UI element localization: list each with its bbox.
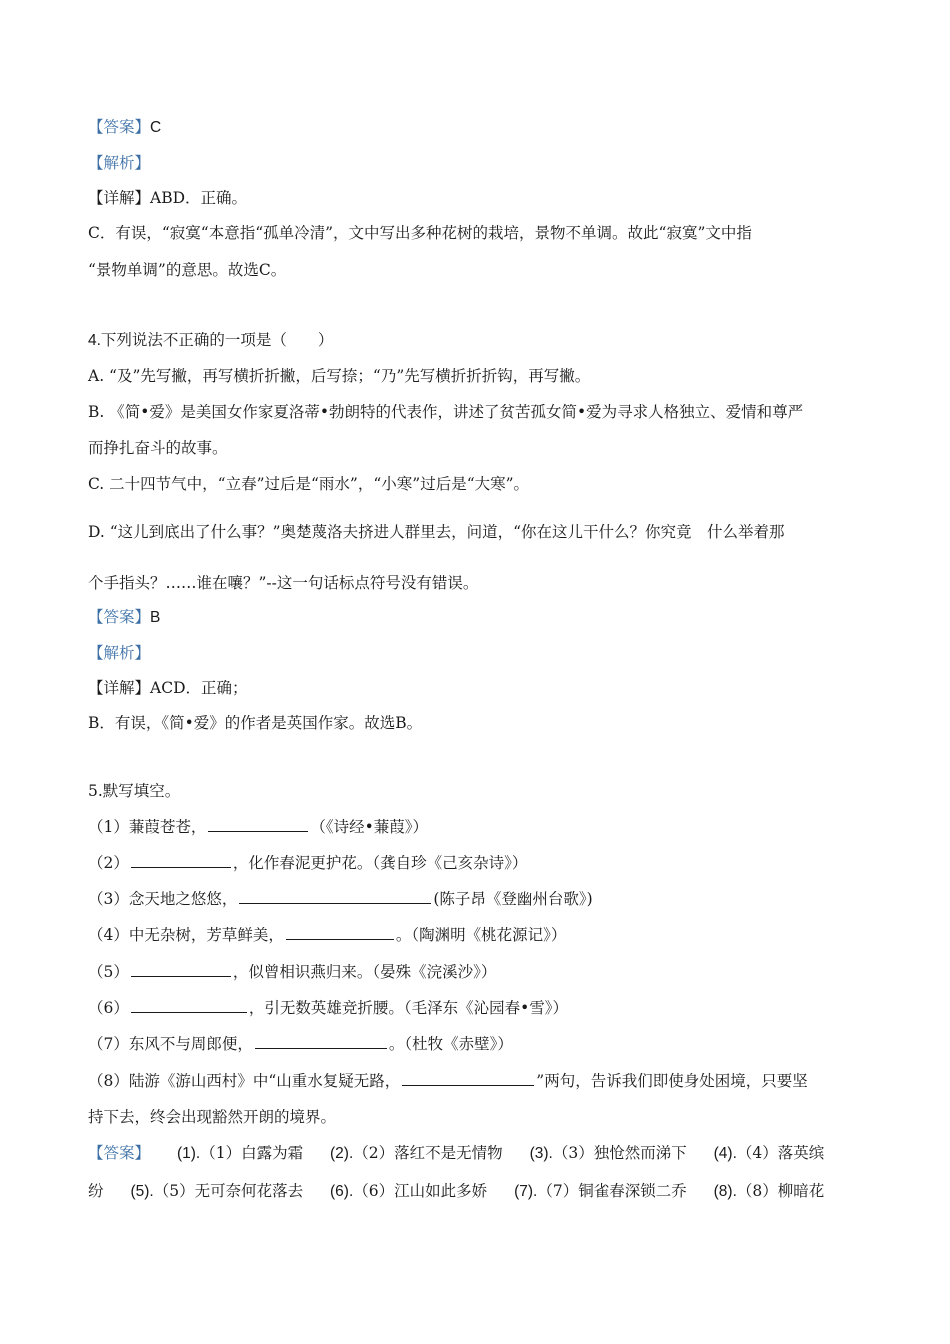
fill-blank[interactable] [286, 925, 394, 940]
q3-explanation-line-2: “景物单调”的意思。故选C。 [88, 261, 287, 279]
q5-stem: 5.默写填空。 [88, 782, 181, 800]
answer-value: B [150, 609, 161, 626]
fill-blank[interactable] [239, 889, 431, 904]
q5-item-6: （6） ，引无数英雄竞折腰。（毛泽东《沁园春•雪》） [88, 999, 569, 1017]
q4-option-d-line-2: 个手指头？……谁在嚷？”--这一句话标点符号没有错误。 [88, 574, 479, 592]
q4-option-c: C. 二十四节气中，“立春”过后是“雨水”，“小寒”过后是“大寒”。 [88, 475, 530, 493]
q5-item-8-line-1: （8）陆游《游山西村》中“山重水复疑无路， ”两句，告诉我们即使身处困境，只要坚 [88, 1072, 808, 1090]
q5-item-7: （7）东风不与周郎便， 。（杜牧《赤壁》） [88, 1035, 513, 1053]
q5-item-5: （5） ，似曾相识燕归来。（晏殊《浣溪沙》） [88, 963, 497, 981]
q4-answer-line [88, 607, 160, 628]
q5-item-8-line-2: 持下去，终会出现豁然开朗的境界。 [88, 1108, 337, 1126]
q4-option-b-line-1: B. 《简•爱》是美国女作家夏洛蒂•勃朗特的代表作，讲述了贫苦孤女简•爱为寻求人格独立、爱情和尊严 [88, 403, 804, 421]
q3-answer-line [88, 117, 161, 138]
q4-option-a: A. “及”先写撇，再写横折折撇，后写捺；“乃”先写横折折折钩，再写撇。 [88, 367, 591, 385]
q5-answer-line-2: 纷 (5).（5）无可奈何花落去 (6).（6）江山如此多娇 (7).（7）铜雀春深锁二乔 (8).（8）柳暗花 [88, 1182, 825, 1200]
q4-detail-line [88, 678, 248, 698]
fill-blank[interactable] [131, 962, 231, 977]
analysis-tag: 【解析】 [88, 154, 151, 172]
detail-tag: 【详解】 [88, 679, 151, 697]
answer-tag: 【答案】 [88, 118, 151, 136]
q4-analysis-tag [88, 643, 150, 663]
fill-blank[interactable] [255, 1034, 387, 1049]
q3-explanation-line-1: C．有误，“寂寞“本意指“孤单冷清”，文中写出多种花树的栽培，景物不单调。故此“寂寞”文中指 [88, 224, 752, 242]
detail-text: ACD．正确； [150, 679, 248, 697]
answer-tag: 【答案】 [88, 1144, 151, 1162]
q5-item-2: （2） ，化作春泥更护花。（龚自珍《己亥杂诗》） [88, 854, 528, 872]
analysis-tag: 【解析】 [88, 644, 151, 662]
answer-value: C [150, 119, 162, 136]
q4-option-d-line-1: D. “这儿到底出了什么事？”奥楚蔑洛夫挤进人群里去，问道，“你在这儿干什么？你究竟 什么举着那 [88, 523, 785, 541]
q4-explanation-line: B．有误，《简•爱》的作者是英国作家。故选B。 [88, 714, 423, 732]
q4-option-b-line-2: 而挣扎奋斗的故事。 [88, 439, 228, 457]
q5-item-3: （3）念天地之悠悠， (陈子昂《登幽州台歌》) [88, 890, 593, 908]
detail-tag: 【详解】 [88, 189, 151, 207]
detail-text: ABD．正确。 [150, 189, 248, 207]
q5-item-1: （1）蒹葭苍苍， （《诗经•蒹葭》） [88, 818, 429, 836]
answer-tag: 【答案】 [88, 608, 151, 626]
q4-stem: 4.下列说法不正确的一项是（ ） [88, 332, 334, 349]
fill-blank[interactable] [402, 1071, 534, 1086]
q5-item-4: （4）中无杂树，芳草鲜美， 。（陶渊明《桃花源记》） [88, 926, 567, 944]
fill-blank[interactable] [131, 998, 247, 1013]
q5-answer-line-1: 【答案】 (1).（1）白露为霜 (2).（2）落红不是无情物 (3).（3）独怆然而涕下 (4).（4）落英缤 [88, 1144, 825, 1162]
q3-analysis-tag [88, 153, 150, 173]
fill-blank[interactable] [208, 817, 308, 832]
q3-detail-line [88, 188, 247, 208]
fill-blank[interactable] [131, 853, 231, 868]
